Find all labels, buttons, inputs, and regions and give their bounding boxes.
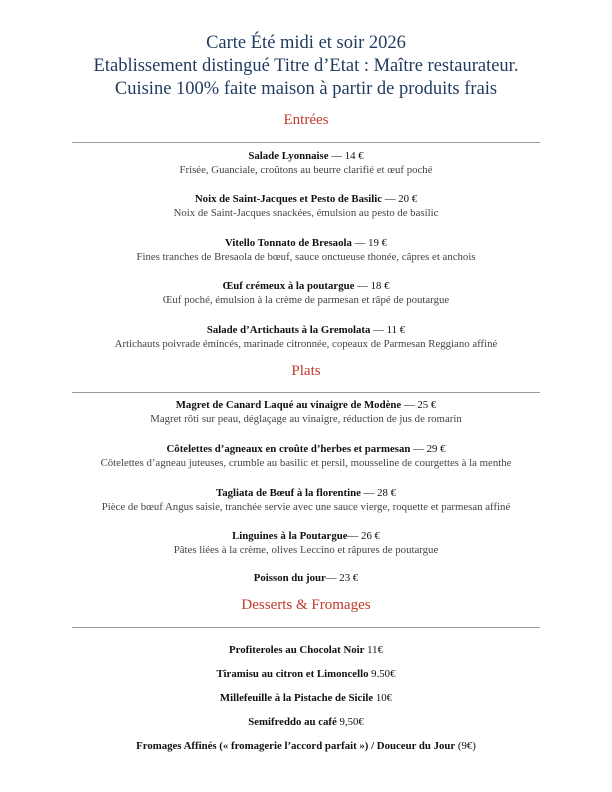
item-price: 9,50€ [336, 716, 364, 728]
item-price: — 11 € [370, 324, 406, 336]
menu-item [0, 529, 612, 557]
item-price: — 20 € [382, 193, 418, 205]
menu-item [0, 442, 612, 470]
menu-item [0, 571, 612, 585]
item-name: Poisson du jour [253, 572, 326, 584]
item-name: Tagliata de Bœuf à la florentine [216, 487, 361, 499]
item-price: 11€ [364, 644, 383, 656]
item-price: 10€ [373, 692, 393, 704]
item-description: Côtelettes d’agneau juteuses, crumble au basilic et persil, mousseline de courgettes à la menthe [100, 457, 512, 469]
menu-item [0, 691, 612, 705]
item-name: Magret de Canard Laqué au vinaigre de Modène [175, 399, 402, 411]
item-price: 9.50€ [368, 668, 396, 680]
item-name: Semifreddo au café [248, 716, 337, 728]
item-description: Pièce de bœuf Angus saisie, tranchée servie avec une sauce vierge, roquette et parmesan affiné [101, 501, 511, 513]
header-line-1: Carte Été midi et soir 2026 [206, 33, 406, 53]
item-description: Artichauts poivrade émincés, marinade citronnée, copeaux de Parmesan Reggiano affiné [114, 338, 498, 350]
item-price: — 28 € [360, 487, 396, 499]
item-description: Frisée, Guanciale, croûtons au beurre clarifié et œuf poché [179, 164, 433, 176]
item-name: Profiteroles au Chocolat Noir [229, 644, 365, 656]
divider-plats [72, 392, 540, 393]
menu-item [0, 398, 612, 426]
item-description: Œuf poché, émulsion à la crème de parmesan et râpé de poutargue [162, 294, 450, 306]
item-name: Linguines à la Poutargue [232, 530, 348, 542]
item-description: Fines tranches de Bresaola de bœuf, sauce onctueuse thonée, câpres et anchois [136, 251, 476, 263]
item-name: Salade Lyonnaise [248, 150, 329, 162]
menu-header [0, 32, 612, 101]
item-price: — 19 € [351, 237, 387, 249]
item-price: — 26 € [347, 530, 380, 542]
item-price: — 29 € [410, 443, 446, 455]
menu-item [0, 279, 612, 307]
divider-entrees [72, 142, 540, 143]
item-name: Côtelettes d’agneaux en croûte d’herbes et parmesan [166, 443, 411, 455]
item-name: Fromages Affinés (« fromagerie l’accord parfait ») / Douceur du Jour [136, 740, 456, 752]
section-title-plats: Plats [291, 363, 321, 379]
menu-item [0, 323, 612, 351]
menu-item [0, 643, 612, 657]
item-name: Vitello Tonnato de Bresaola [225, 237, 352, 249]
item-name: Salade d’Artichauts à la Gremolata [206, 324, 371, 336]
item-name: Œuf crémeux à la poutargue [222, 280, 355, 292]
divider-desserts [72, 627, 540, 628]
header-line-3: Cuisine 100% faite maison à partir de produits frais [114, 79, 498, 99]
menu-item [0, 192, 612, 220]
menu-item [0, 667, 612, 681]
menu-item [0, 236, 612, 264]
section-title-entrees: Entrées [283, 112, 329, 128]
item-price: — 23 € [325, 572, 359, 584]
item-name: Millefeuille à la Pistache de Sicile [219, 692, 374, 704]
item-name: Tiramisu au citron et Limoncello [216, 668, 369, 680]
item-description: Magret rôti sur peau, déglaçage au vinaigre, réduction de jus de romarin [150, 413, 462, 425]
item-price: (9€) [455, 740, 476, 752]
item-price: — 14 € [328, 150, 364, 162]
section-title-desserts: Desserts & Fromages [241, 597, 371, 613]
menu-item [0, 739, 612, 753]
item-name: Noix de Saint-Jacques et Pesto de Basilic [194, 193, 383, 205]
menu-item [0, 715, 612, 729]
menu-item [0, 149, 612, 177]
menu-item [0, 486, 612, 514]
item-price: — 25 € [401, 399, 437, 411]
item-description: Noix de Saint-Jacques snackées, émulsion au pesto de basilic [173, 207, 439, 219]
item-price: — 18 € [354, 280, 390, 292]
item-description: Pâtes liées à la crème, olives Leccino et râpures de poutargue [173, 544, 439, 556]
header-line-2: Etablissement distingué Titre d’Etat : Maître restaurateur. [93, 56, 519, 76]
